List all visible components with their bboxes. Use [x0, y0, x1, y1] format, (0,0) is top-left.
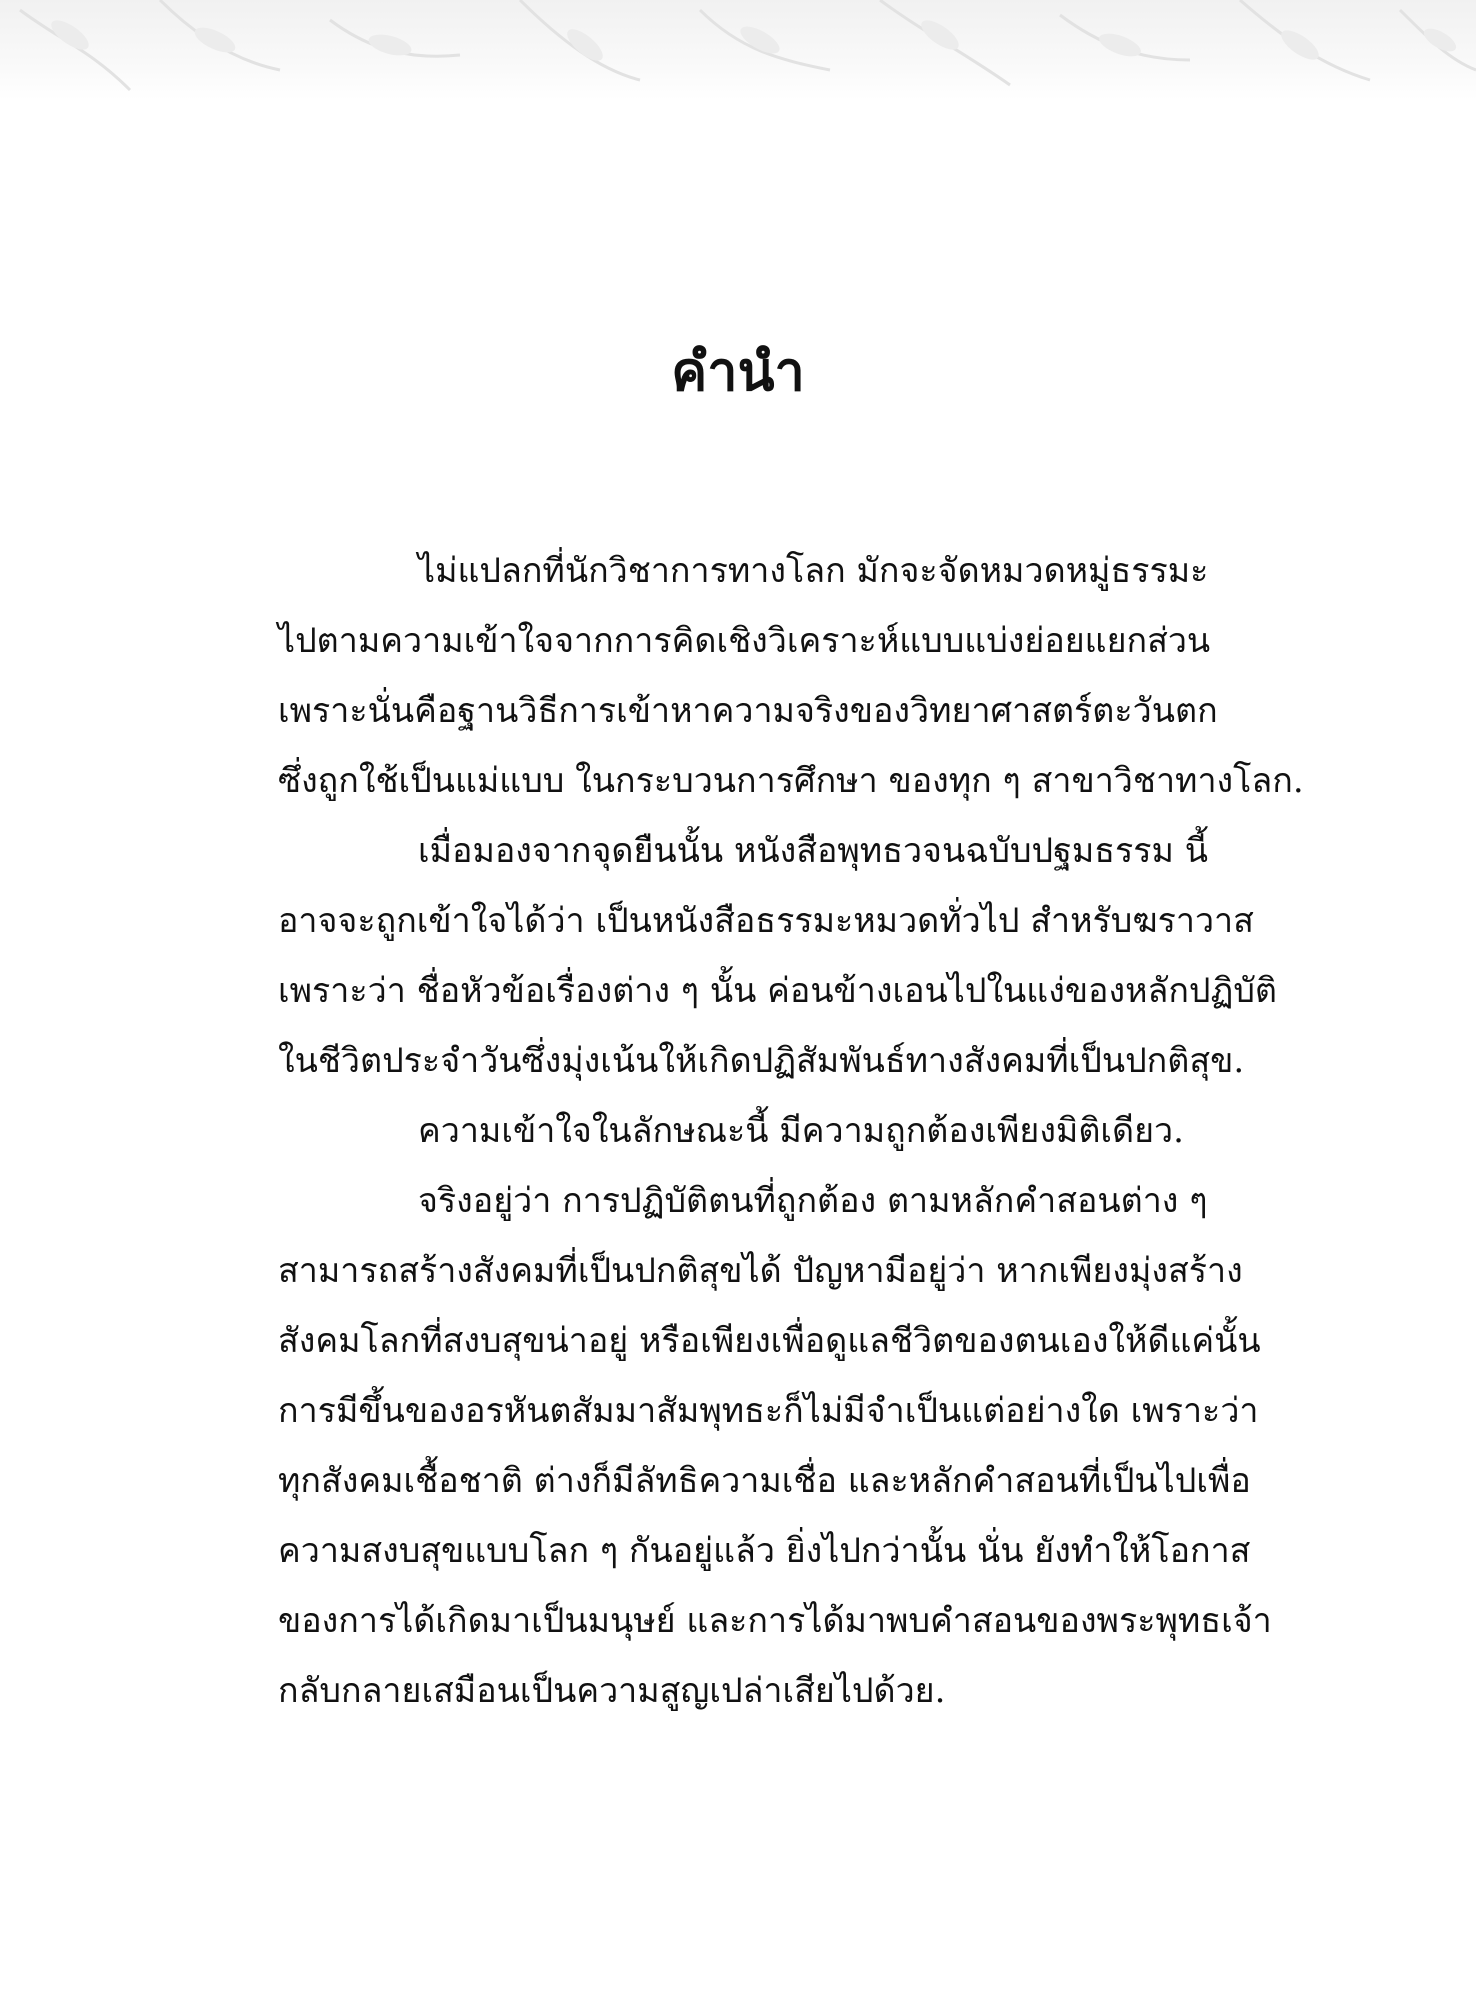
decorative-header-band — [0, 0, 1476, 100]
text-line: การมีขึ้นของอรหันตสัมมาสัมพุทธะก็ไม่มีจำเป็นแต่อย่างใด เพราะว่า — [278, 1391, 1259, 1431]
text-line: ซึ่งถูกใช้เป็นแม่แบบ ในกระบวนการศึกษา ของทุก ๆ สาขาวิชาทางโลก. — [278, 761, 1304, 801]
text-line: สามารถสร้างสังคมที่เป็นปกติสุขได้ ปัญหามีอยู่ว่า หากเพียงมุ่งสร้าง — [278, 1251, 1243, 1291]
paragraph-3 — [278, 1096, 1278, 1166]
text-line: ในชีวิตประจำวันซึ่งมุ่งเน้นให้เกิดปฏิสัมพันธ์ทางสังคมที่เป็นปกติสุข. — [278, 1041, 1245, 1081]
text-line: ความเข้าใจในลักษณะนี้ มีความถูกต้องเพียงมิติเดียว. — [418, 1111, 1184, 1151]
foreword-body — [278, 536, 1304, 1726]
text-line: ทุกสังคมเชื้อชาติ ต่างก็มีลัทธิความเชื่อ และหลักคำสอนที่เป็นไปเพื่อ — [278, 1461, 1251, 1501]
text-line: สังคมโลกที่สงบสุขน่าอยู่ หรือเพียงเพื่อดูแลชีวิตของตนเองให้ดีแค่นั้น — [278, 1321, 1261, 1361]
text-line: เพราะนั่นคือฐานวิธีการเข้าหาความจริงของวิทยาศาสตร์ตะวันตก — [278, 691, 1218, 731]
leaf-pattern-icon — [0, 0, 1476, 100]
text-line: ไปตามความเข้าใจจากการคิดเชิงวิเคราะห์แบบแบ่งย่อยแยกส่วน — [278, 621, 1211, 661]
paragraph-2 — [278, 816, 1278, 1096]
text-line: ไม่แปลกที่นักวิชาการทางโลก มักจะจัดหมวดหมู่ธรรมะ — [418, 551, 1209, 591]
text-line: ของการได้เกิดมาเป็นมนุษย์ และการได้มาพบคำสอนของพระพุทธเจ้า — [278, 1601, 1272, 1641]
text-line: ความสงบสุขแบบโลก ๆ กันอยู่แล้ว ยิ่งไปกว่านั้น นั่น ยังทำให้โอกาส — [278, 1531, 1251, 1571]
text-line: เมื่อมองจากจุดยืนนั้น หนังสือพุทธวจนฉบับปฐมธรรม นี้ — [418, 831, 1209, 871]
page-title: คำนำ — [671, 339, 805, 404]
text-line: จริงอยู่ว่า การปฏิบัติตนที่ถูกต้อง ตามหลักคำสอนต่าง ๆ — [418, 1181, 1208, 1221]
text-line: กลับกลายเสมือนเป็นความสูญเปล่าเสียไปด้วย. — [278, 1671, 946, 1711]
text-line: อาจจะถูกเข้าใจได้ว่า เป็นหนังสือธรรมะหมวดทั่วไป สำหรับฆราวาส — [278, 901, 1254, 941]
text-line: เพราะว่า ชื่อหัวข้อเรื่องต่าง ๆ นั้น ค่อนข้างเอนไปในแง่ของหลักปฏิบัติ — [278, 971, 1277, 1011]
paragraph-4 — [278, 1166, 1278, 1726]
paragraph-1 — [278, 536, 1304, 816]
